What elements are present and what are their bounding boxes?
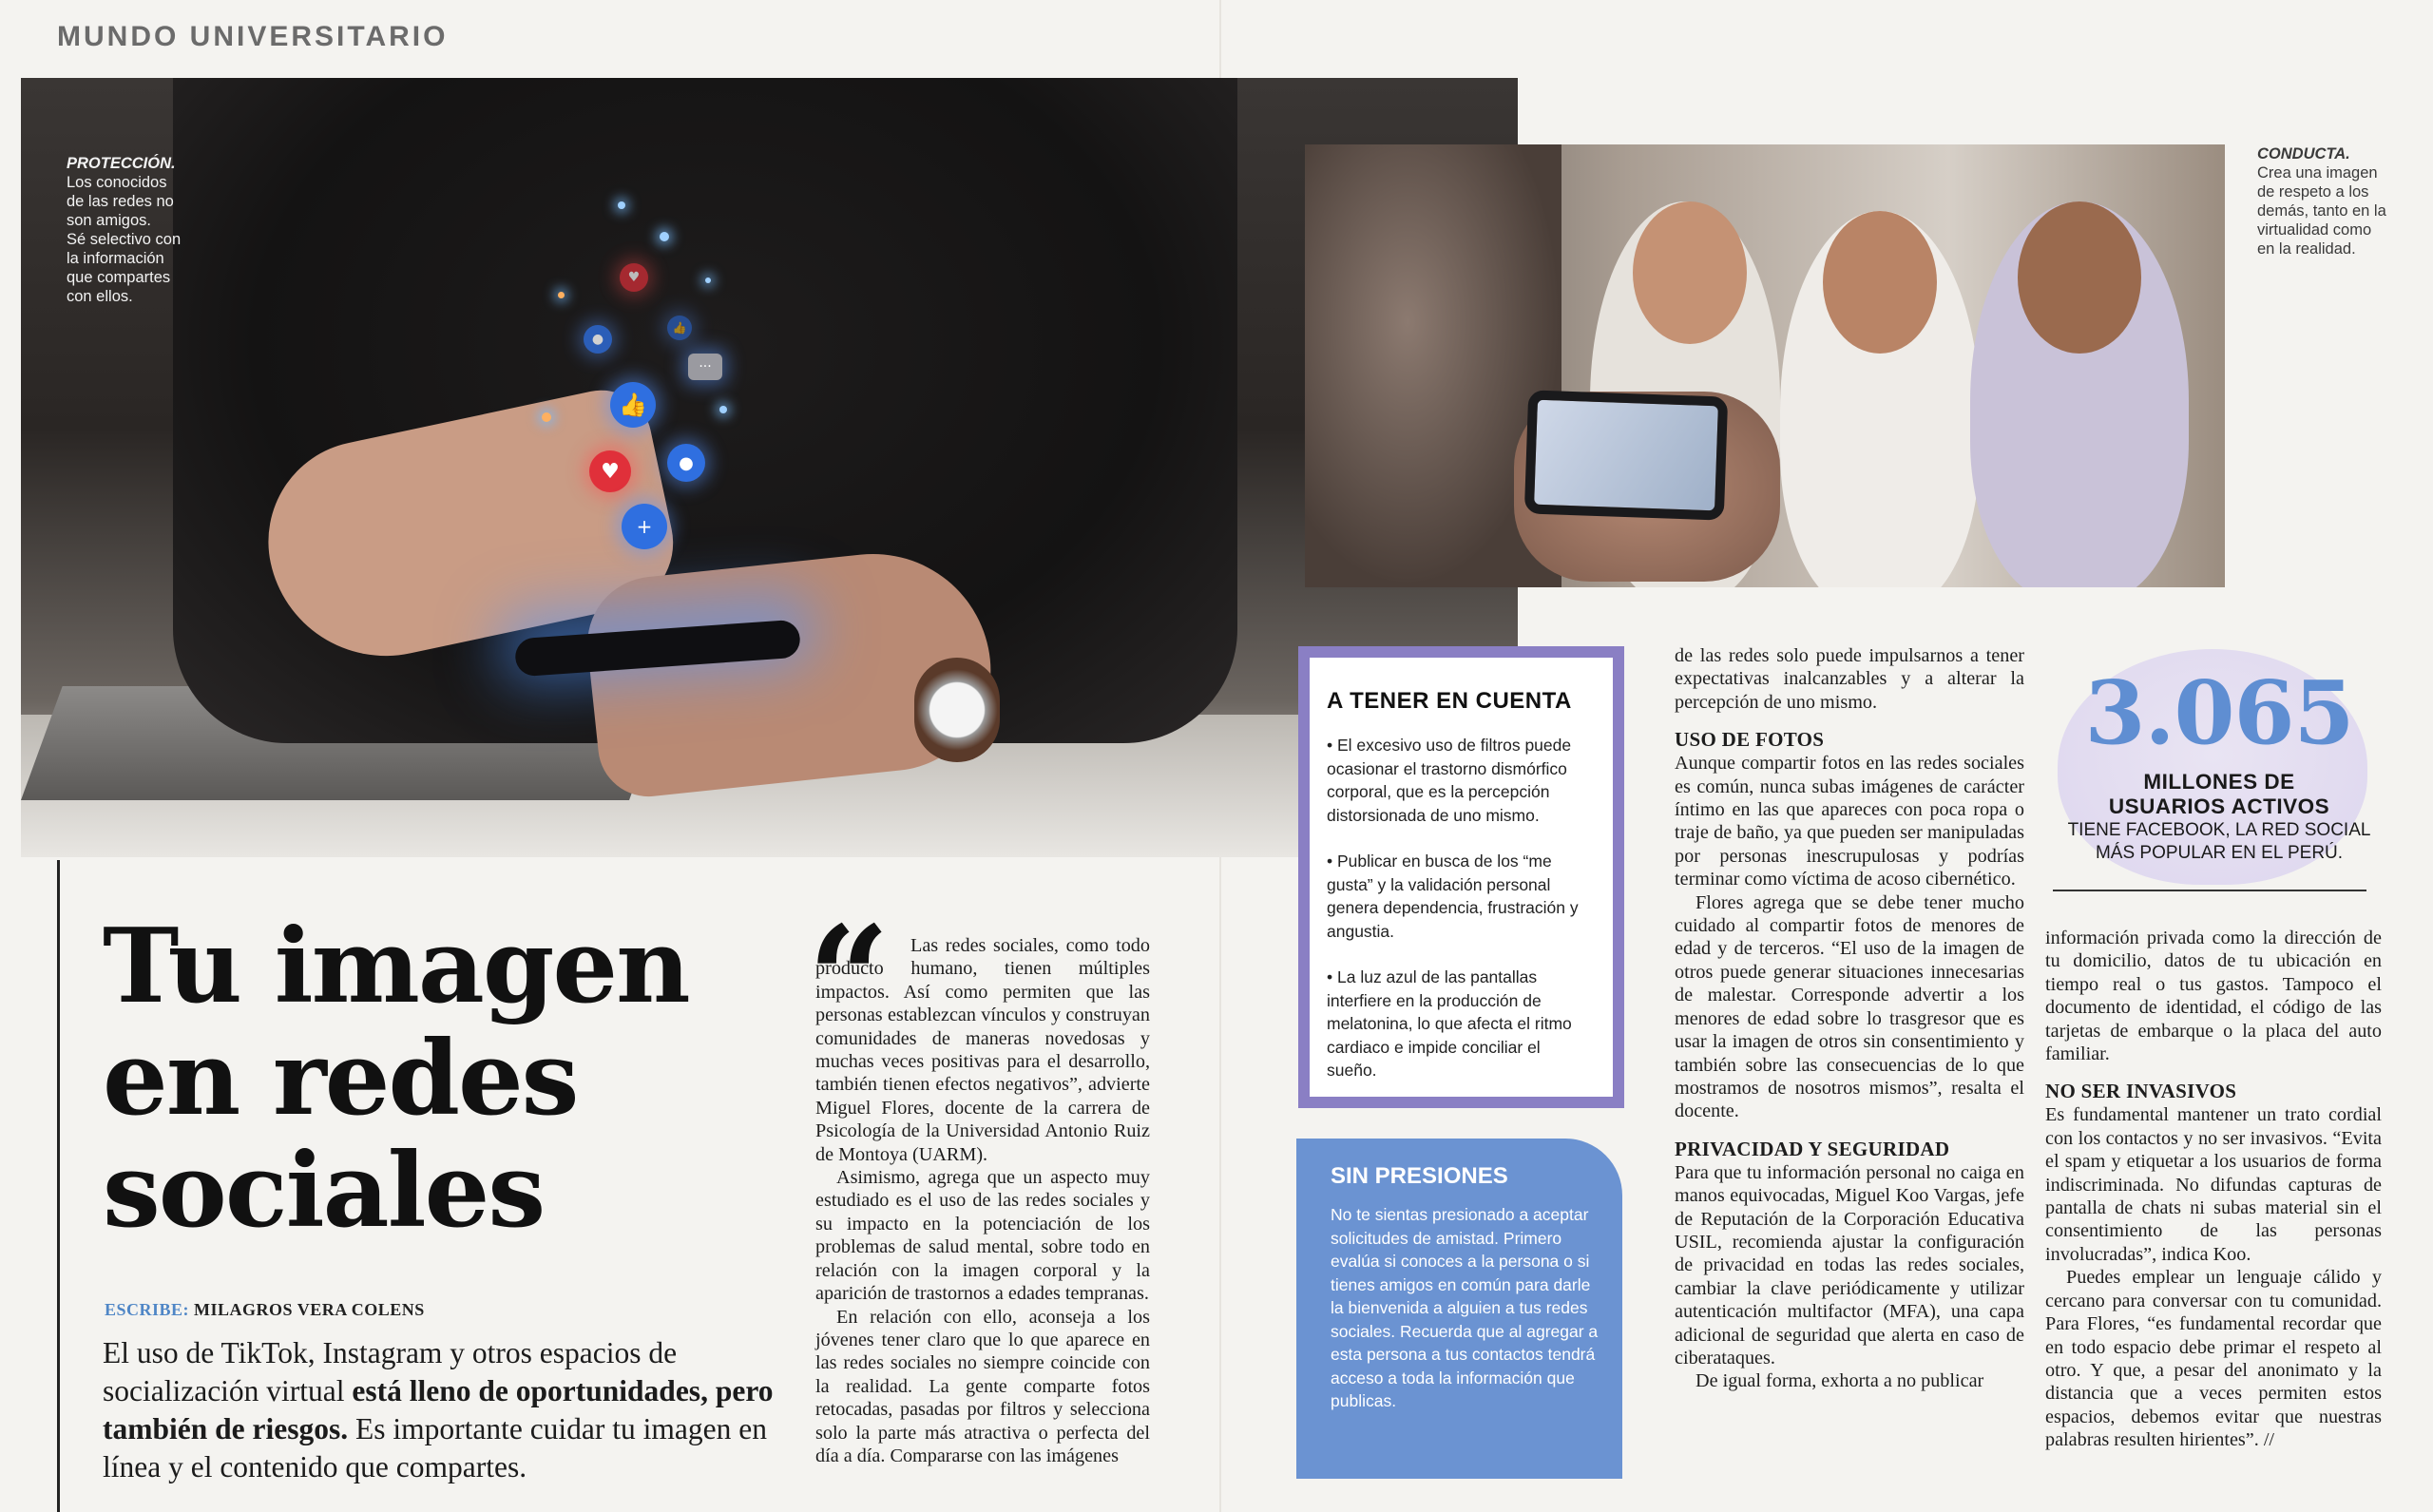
photo-friends-selfie [1305,144,2225,587]
headline-line: sociales [103,1131,545,1251]
sidebar-a-tener-en-cuenta [1298,646,1624,1108]
body-column-3 [2045,927,2382,1452]
body-paragraph: Puedes emplear un lenguaje cálido y cercano para conversar con tu comunidad. Para Flores, “es fundamental recordar que en todo espacio debe primar el respeto al otro. Y que, a pesar del anonimato y la distancia que a veces permiten estos espacios, debemos evitar que nuestras palabras resulten hirientes”. // [2045,1267,2382,1451]
stat-description-line: MÁS POPULAR EN EL PERÚ. [2095,843,2344,863]
sidebar-item: • Publicar en busca de los “me gusta” y la validación personal genera dependencia, frustración y angustia. [1327,850,1590,943]
sidebar-text: No te sientas presionado a aceptar solicitudes de amistad. Primero evalúa si conoces a la persona o si tienes amigos en común para darle la bienvenida a alguien a tus redes sociales. Recuerda que al agregar a esta persona a tus contactos tendrá acceso a toda la información que publicas. [1331,1205,1599,1410]
byline-author: MILAGROS VERA COLENS [194,1300,425,1319]
sparkle [618,201,625,209]
lede-text: El uso de TikTok, Instagram y otros espacios de socialización virtual [103,1336,678,1407]
caption-right-line: virtualidad como [2257,221,2372,239]
sidebar-item: • La luz azul de las pantallas interfiere en la producción de melatonina, lo que afecta el ritmo cardiaco e impide conciliar el sueño. [1327,966,1590,1082]
subheading: NO SER INVASIVOS [2045,1080,2237,1103]
stat-label-line: USUARIOS ACTIVOS [2108,794,2330,818]
body-paragraph: De igual forma, exhorta a no publicar [1695,1370,1984,1392]
byline-label: ESCRIBE: [105,1300,190,1319]
caption-left [67,154,181,306]
chat-icon: ● [667,444,705,482]
caption-left-line: la información [67,250,164,267]
subheading: USO DE FOTOS [1675,728,1825,752]
user-icon: ● [584,325,612,354]
body-paragraph: Para que tu información personal no caiga en manos equivocadas, Miguel Koo Vargas, jefe de Reputación de la Corporación Educativa USIL, recomienda ajustar la configuración de privacidad en todas las redes sociales, cambiar la clave periódicamente y utilizar autenticación multifactor (MFA), una capa adicional de seguridad que alerta en caso de ciberataques. [1675,1161,2024,1368]
photo-phone-screen [1524,390,1728,520]
caption-left-line: de las redes no [67,193,174,210]
photo-hands-phone [21,78,1518,857]
sidebar-item: • El excesivo uso de filtros puede ocasionar el trastorno dismórfico corporal, que es la percepción distorsionada de uno mismo. [1327,734,1590,827]
caption-left-line: Sé selectivo con [67,231,182,248]
body-paragraph: Flores agrega que se debe tener mucho cuidado al compartir fotos de menores de edad y de terceros. “El uso de la imagen de otros puede generar situaciones innecesarias de malestar. Corresponde advertir a los menores de edad sobre lo trasgresor que es usar la imagen de otros sin consentimiento y también sobre las consecuencias de lo que mostramos de nosotros mismos”, resalta el docente. [1675,891,2024,1122]
caption-left-line: con ellos. [67,288,133,305]
headline-line: Tu imagen [103,907,689,1026]
sparkle [705,278,711,283]
caption-right [2257,144,2386,258]
sparkle [660,232,669,241]
caption-right-line: Crea una imagen [2257,164,2378,182]
caption-right-line: demás, tanto en la [2257,202,2386,220]
photo-watch [914,658,1000,762]
photo-person-2 [1780,211,1980,587]
user-add-icon: + [622,504,667,549]
caption-left-line: son amigos. [67,212,151,229]
thumbs-up-icon: 👍 [667,316,692,340]
like-icon: 👍 [610,382,656,428]
sparkle [558,292,565,298]
caption-right-line: de respeto a los [2257,183,2369,201]
headline-rule [57,860,60,1512]
body-column-1 [815,934,1150,1467]
sidebar-title: A TENER EN CUENTA [1327,688,1572,714]
body-column-2 [1675,644,2024,1393]
sparkle [719,406,727,413]
section-label: MUNDO UNIVERSITARIO [57,21,449,52]
lede-text: Es importante cuidar tu imagen en línea y el contenido que compartes. [103,1412,767,1483]
byline [105,1300,425,1320]
sidebar-title: SIN PRESIONES [1331,1163,1508,1189]
stat-rule [2053,890,2366,891]
caption-right-line: en la realidad. [2257,240,2356,258]
photo-person-3 [1970,201,2189,587]
sidebar-list [1327,734,1590,1082]
body-paragraph: Asimismo, agrega que un aspecto muy estudiado es el uso de las redes sociales y su impacto en la potenciación de los problemas de salud mental, sobre todo en relación con la imagen corporal y la aparición de trastornos a edades tempranas. [815,1167,1150,1305]
heart-icon: ♥ [589,450,631,492]
body-paragraph: Las redes sociales, como todo producto humano, tienen múltiples impactos. Así como permiten que las personas establezcan vínculos y construyan comunidades de maneras novedosas y muchas veces positivas para el desarrollo, también tienen efectos negativos”, advierte Miguel Flores, docente de la carrera de Psicología de la Universidad Antonio Ruiz de Montoya (UARM). [815,935,1150,1165]
stat-label-line: MILLONES DE [2143,770,2295,794]
body-paragraph: En relación con ello, aconseja a los jóvenes tener claro que lo que aparece en las redes sociales no siempre coincide con la realidad. La gente comparte fotos retocadas, pasadas por filtros y selecciona solo la parte más atractiva o perfecta del día a día. Compararse con las imágenes [815,1306,1150,1466]
body-paragraph: Es fundamental mantener un trato cordial con los contactos y no ser invasivos. “Evita el spam y etiquetar a los usuarios de forma indiscriminada. No difundas capturas de pantalla de chats ni subas material sin el consentimiento de las personas involucradas”, indica Koo. [2045,1104,2382,1265]
caption-left-line: Los conocidos [67,174,167,191]
stat-number: 3.065 [2084,661,2354,764]
lede-bold: está lleno de oportunidades, pero también de riesgos. [103,1374,774,1445]
body-paragraph: Aunque compartir fotos en las redes sociales es común, nunca subas imágenes de carácter íntimo en las que apareces con poca ropa o traje de baño, ya que pueden ser manipuladas por personas inescrupulosas y podrías terminar como víctima de acoso cibernético. [1675,753,2024,890]
page-title [103,907,692,1251]
quote-icon: “ [808,895,891,1062]
chat-icon: ··· [688,354,722,380]
subheading: PRIVACIDAD Y SEGURIDAD [1675,1137,1950,1160]
sidebar-sin-presiones [1296,1139,1622,1479]
stat-label [2043,770,2395,819]
caption-left-title: PROTECCIÓN. [67,155,176,172]
stat-description-line: TIENE FACEBOOK, LA RED SOCIAL [2067,820,2371,840]
body-paragraph: de las redes solo puede impulsarnos a tener expectativas inalcanzables y a alterar la percepción de uno mismo. [1675,645,2024,713]
headline-line: en redes [103,1019,578,1139]
heart-icon: ♥ [620,263,648,292]
stat-description [2043,819,2395,865]
sparkle [542,412,551,422]
body-paragraph: información privada como la dirección de tu domicilio, datos de tu ubicación en tiempo real o tus gastos. Tampoco el documento de identidad, el código de las tarjetas de embarque o la placa del auto familiar. [2045,928,2382,1065]
lede [103,1334,787,1486]
caption-left-line: que compartes [67,269,171,286]
caption-right-title: CONDUCTA. [2257,145,2350,163]
